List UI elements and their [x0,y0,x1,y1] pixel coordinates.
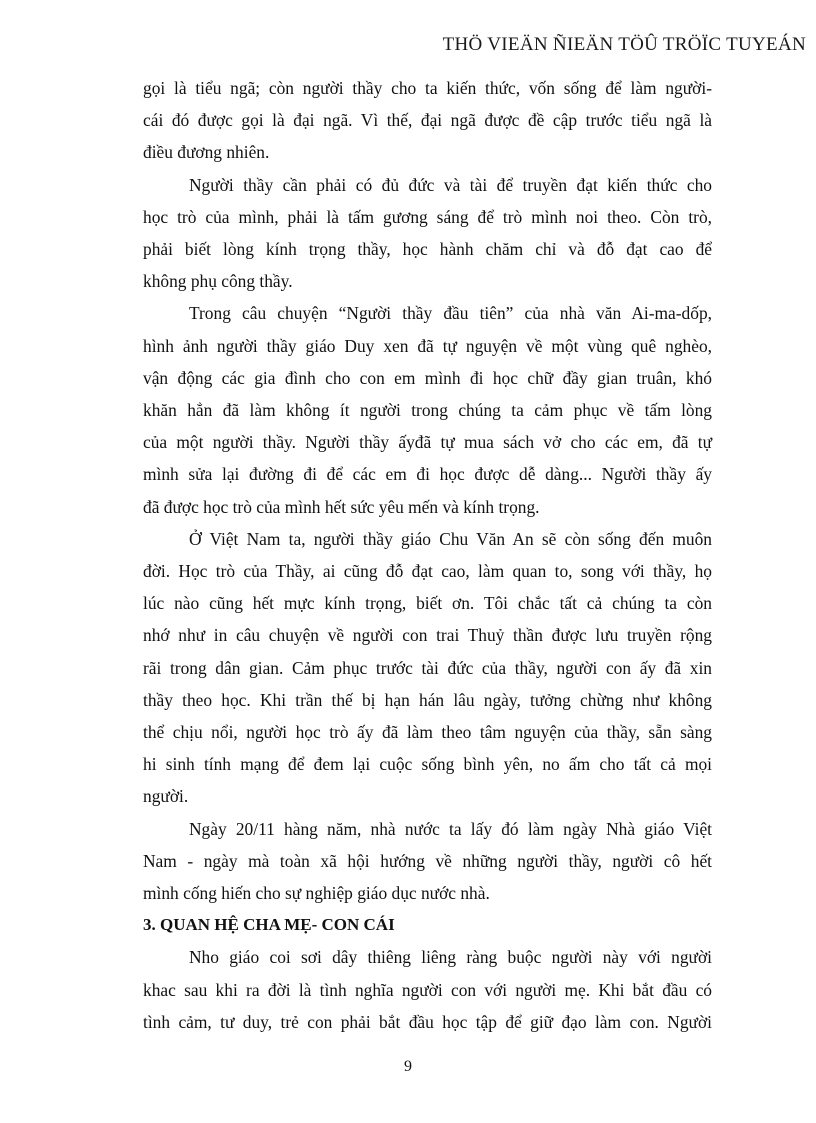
text-line: không phụ công thầy. [143,271,293,292]
text-line: hình ảnh người thầy giáo Duy xen đã tự nguyện về một vùng quê nghèo, [143,335,712,356]
text-line: Nam - ngày mà toàn xã hội hướng về những người thầy, người cô hết [143,850,712,871]
text-line: người. [143,786,189,807]
paragraph [143,72,712,169]
text-line: nhớ như in câu chuyện về người con trai Thuỷ thần được lưu truyền rộng [143,625,712,646]
text-line: mình sửa lại đường đi để các em đi học được dễ dàng... Người thầy ấy [143,464,712,485]
text-line: đời. Học trò của Thầy, ai cũng đỗ đạt cao, làm quan to, song với thầy, họ [143,561,712,582]
text-line: Ngày 20/11 hàng năm, nhà nước ta lấy đó làm ngày Nhà giáo Việt [189,818,712,839]
paragraph [143,523,712,813]
section-paragraph-group [143,941,712,1038]
text-line: cái đó được gọi là đại ngã. Vì thế, đại ngã được đề cập trước tiểu ngã là [143,110,712,131]
text-line: Ở Việt Nam ta, người thầy giáo Chu Văn An sẽ còn sống đến muôn [189,528,712,549]
text-line: Người thầy cần phải có đủ đức và tài để truyền đạt kiến thức cho [189,174,712,195]
text-line: của một người thầy. Người thầy ấyđã tự mua sách vở cho các em, đã tự [143,432,712,453]
page-header: THÖ VIEÄN ÑIEÄN TÖÛ TRÖÏC TUYEÁN [442,34,806,55]
section-title: 3. QUAN HỆ CHA MẸ- CON CÁI [143,915,395,935]
text-line: đã được học trò của mình hết sức yêu mến và kính trọng. [143,496,540,517]
paragraph [143,941,712,1038]
text-line: tình cảm, tư duy, trẻ con phải bắt đầu học tập để giữ đạo làm con. Người [143,1011,712,1032]
text-line: Nho giáo coi sơi dây thiêng liêng ràng buộc người này với người [189,947,712,968]
document-body [143,72,712,1038]
paragraph [143,169,712,298]
text-line: hi sinh tính mạng để đem lại cuộc sống bình yên, no ấm cho tất cả mọi [143,754,712,775]
text-line: điều đương nhiên. [143,142,270,163]
text-line: rãi trong dân gian. Cảm phục trước tài đức của thầy, người con ấy đã xin [143,657,712,678]
paragraph [143,297,712,522]
text-line: học trò của mình, phải là tấm gương sáng để trò mình noi theo. Còn trò, [143,206,712,227]
text-line: lúc nào cũng hết mực kính trọng, biết ơn. Tôi chắc tất cả chúng ta còn [143,593,712,614]
paragraph-group [143,72,712,909]
text-line: thể chịu nổi, người học trò ấy đã làm theo tâm nguyện của thầy, sẵn sàng [143,722,712,743]
text-line: gọi là tiểu ngã; còn người thầy cho ta kiến thức, vốn sống để làm người- [143,78,712,98]
text-line: Trong câu chuyện “Người thầy đầu tiên” của nhà văn Ai-ma-dốp, [189,303,712,324]
page-number: 9 [404,1058,412,1075]
text-line: phải biết lòng kính trọng thầy, học hành chăm chỉ và đỗ đạt cao để [143,239,712,260]
text-line: khac sau khi ra đời là tình nghĩa người con với người mẹ. Khi bắt đầu có [143,979,712,1000]
text-line: khăn hẳn đã làm không ít người trong chúng ta cảm phục về tấm lòng [143,400,712,421]
text-line: thầy theo học. Khi trần thế bị hạn hán lâu ngày, tưởng chừng như không [143,689,712,710]
paragraph [143,813,712,910]
text-line: vận động các gia đình cho con em mình đi học chữ đầy gian truân, khó [143,367,712,388]
text-line: mình cống hiến cho sự nghiệp giáo dục nước nhà. [143,883,490,904]
